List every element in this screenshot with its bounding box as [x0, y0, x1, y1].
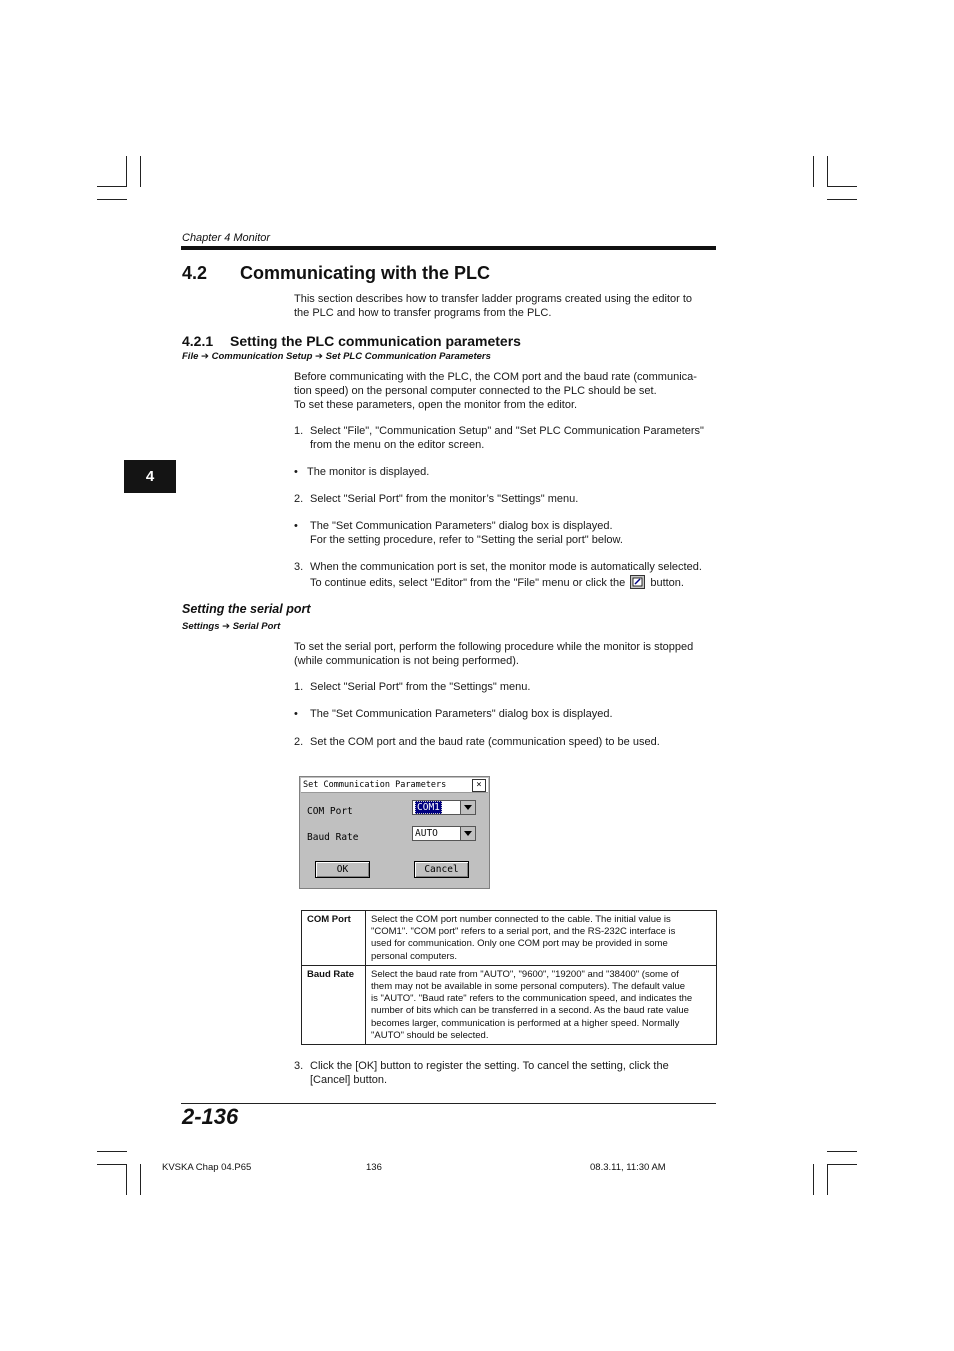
text-line: is "AUTO". "Baud rate" refers to the communication speed, and indicates the: [371, 993, 693, 1005]
crop-mark: [827, 156, 828, 187]
text-line: The monitor is displayed.: [307, 466, 430, 478]
dialog-title-bar: [301, 778, 488, 793]
step-marker: 3.: [294, 561, 304, 573]
table-key: Baud Rate: [302, 965, 366, 1044]
crop-mark: [126, 156, 127, 187]
editor-icon[interactable]: [630, 575, 645, 589]
baud-rate-select[interactable]: [412, 826, 476, 841]
menu-path: Settings ➔ Serial Port: [182, 621, 281, 632]
text-line: For the setting procedure, refer to "Setting the serial port" below.: [310, 534, 623, 546]
text-line: The "Set Communication Parameters" dialog box is displayed.: [310, 708, 613, 720]
text-line: (while communication is not being performed).: [294, 655, 519, 667]
section-intro: [294, 292, 692, 320]
step-item: [294, 735, 660, 749]
section-number: 4.2: [182, 263, 208, 283]
parameter-table: [301, 910, 717, 1045]
subheading-serial-port: Setting the serial port: [182, 602, 311, 616]
text-line: To set the serial port, perform the following procedure while the monitor is stopped: [294, 641, 694, 653]
crop-mark: [97, 199, 127, 200]
text-line: Select "File", "Communication Setup" and "Set PLC Communication Parameters": [310, 425, 704, 437]
table-row: [302, 965, 717, 1044]
text-line: Click the [OK] button to register the setting. To cancel the setting, click the: [310, 1060, 669, 1072]
step-item: [294, 560, 702, 591]
bullet-marker: •: [294, 466, 298, 478]
cancel-button[interactable]: Cancel: [414, 861, 469, 878]
page-number: 2-136: [182, 1104, 239, 1129]
step-marker: 2.: [294, 736, 304, 748]
table-row: [302, 911, 717, 966]
text-line: used for communication. Only one COM port may be provided in some: [371, 938, 668, 950]
baud-rate-value: AUTO: [415, 828, 438, 839]
footer-date: 08.3.11, 11:30 AM: [590, 1162, 666, 1173]
header-rule: [181, 246, 716, 250]
step-item: [294, 424, 704, 452]
crop-mark: [97, 1164, 127, 1165]
footer-page: 136: [366, 1162, 382, 1173]
serial-paragraph: [294, 640, 693, 668]
bullet-item: [294, 519, 623, 547]
text-line: the PLC and how to transfer programs from the PLC.: [294, 307, 552, 319]
com-port-label: COM Port: [307, 806, 353, 817]
step-item: [294, 492, 578, 506]
dialog-title: Set Communication Parameters: [303, 780, 447, 790]
baud-rate-label: Baud Rate: [307, 832, 359, 843]
text-line: number of bits which can be transferred in a second. As the baud rate value: [371, 1005, 689, 1017]
step-item: [294, 1059, 669, 1087]
crop-mark: [827, 1164, 828, 1195]
crop-mark: [140, 1164, 141, 1195]
text-line: becomes larger, communication is performed at a higher speed. Normally: [371, 1017, 680, 1029]
text-line: Before communicating with the PLC, the COM port and the baud rate (communica-: [294, 371, 697, 383]
crop-mark: [126, 1164, 127, 1195]
step-marker: 3.: [294, 1060, 304, 1072]
text-line: Select the COM port number connected to the cable. The initial value is: [371, 914, 671, 925]
chapter-label: Chapter 4 Monitor: [182, 232, 271, 244]
crop-mark: [97, 186, 127, 187]
crop-mark: [140, 156, 141, 187]
bullet-item: [294, 465, 429, 479]
section-title: Communicating with the PLC: [240, 263, 490, 283]
chevron-down-icon[interactable]: [460, 827, 475, 840]
crop-mark: [813, 156, 814, 187]
crop-mark: [827, 186, 857, 187]
step-marker: 2.: [294, 493, 304, 505]
text-line: "COM1". "COM port" refers to a serial port, and the RS-232C interface is: [371, 926, 676, 938]
text-fragment: button.: [650, 577, 684, 589]
subsection-number: 4.2.1: [182, 333, 214, 349]
bullet-item: [294, 707, 613, 721]
crop-mark: [813, 1164, 814, 1195]
text-line: Select "Serial Port" from the monitor’s "Settings" menu.: [310, 493, 579, 505]
crop-mark: [97, 1151, 127, 1152]
text-fragment: To continue edits, select "Editor" from the "File" menu or click the: [310, 577, 626, 589]
bullet-marker: •: [294, 708, 298, 720]
text-line: The "Set Communication Parameters" dialog box is displayed.: [310, 520, 613, 532]
table-description: [366, 911, 717, 966]
footer-rule: [181, 1103, 716, 1104]
ok-button[interactable]: OK: [315, 861, 370, 878]
chevron-down-icon[interactable]: [460, 801, 475, 814]
menu-path: File ➔ Communication Setup ➔ Set PLC Communication Parameters: [182, 351, 491, 362]
set-communication-parameters-dialog: [299, 776, 490, 889]
footer-file: KVSKA Chap 04.P65: [162, 1162, 252, 1173]
text-line: personal computers.: [371, 950, 458, 962]
crop-mark: [827, 1164, 857, 1165]
text-line: [310, 575, 702, 591]
table-description: [366, 965, 717, 1044]
text-line: Set the COM port and the baud rate (communication speed) to be used.: [310, 736, 660, 748]
intro-paragraph: [294, 370, 697, 412]
subsection-title: Setting the PLC communication parameters: [230, 333, 521, 349]
text-line: them may not be available in some personal computers). The default value: [371, 981, 686, 993]
com-port-value: COM1: [417, 802, 440, 813]
step-item: [294, 680, 530, 694]
com-port-select[interactable]: [412, 800, 476, 815]
text-line: Select the baud rate from "AUTO", "9600", "19200" and "38400" (some of: [371, 968, 679, 980]
step-marker: 1.: [294, 681, 304, 693]
crop-mark: [827, 1151, 857, 1152]
text-line: [Cancel] button.: [310, 1074, 388, 1086]
table-key: COM Port: [302, 911, 366, 966]
crop-mark: [827, 199, 857, 200]
bullet-marker: •: [294, 520, 298, 532]
section-heading: [182, 263, 490, 284]
text-line: tion speed) on the personal computer connected to the PLC should be set.: [294, 385, 657, 397]
step-marker: 1.: [294, 425, 304, 437]
text-line: To set these parameters, open the monitor from the editor.: [294, 399, 578, 411]
text-line: This section describes how to transfer ladder programs created using the editor to: [294, 293, 693, 305]
text-line: "AUTO" should be selected.: [371, 1029, 489, 1041]
text-line: Select "Serial Port" from the "Settings" menu.: [310, 681, 531, 693]
text-line: When the communication port is set, the monitor mode is automatically selected.: [310, 561, 702, 573]
close-icon[interactable]: ×: [472, 779, 486, 792]
text-line: from the menu on the editor screen.: [310, 439, 485, 451]
subsection-heading: [182, 333, 521, 349]
chapter-tab: 4: [124, 460, 176, 493]
